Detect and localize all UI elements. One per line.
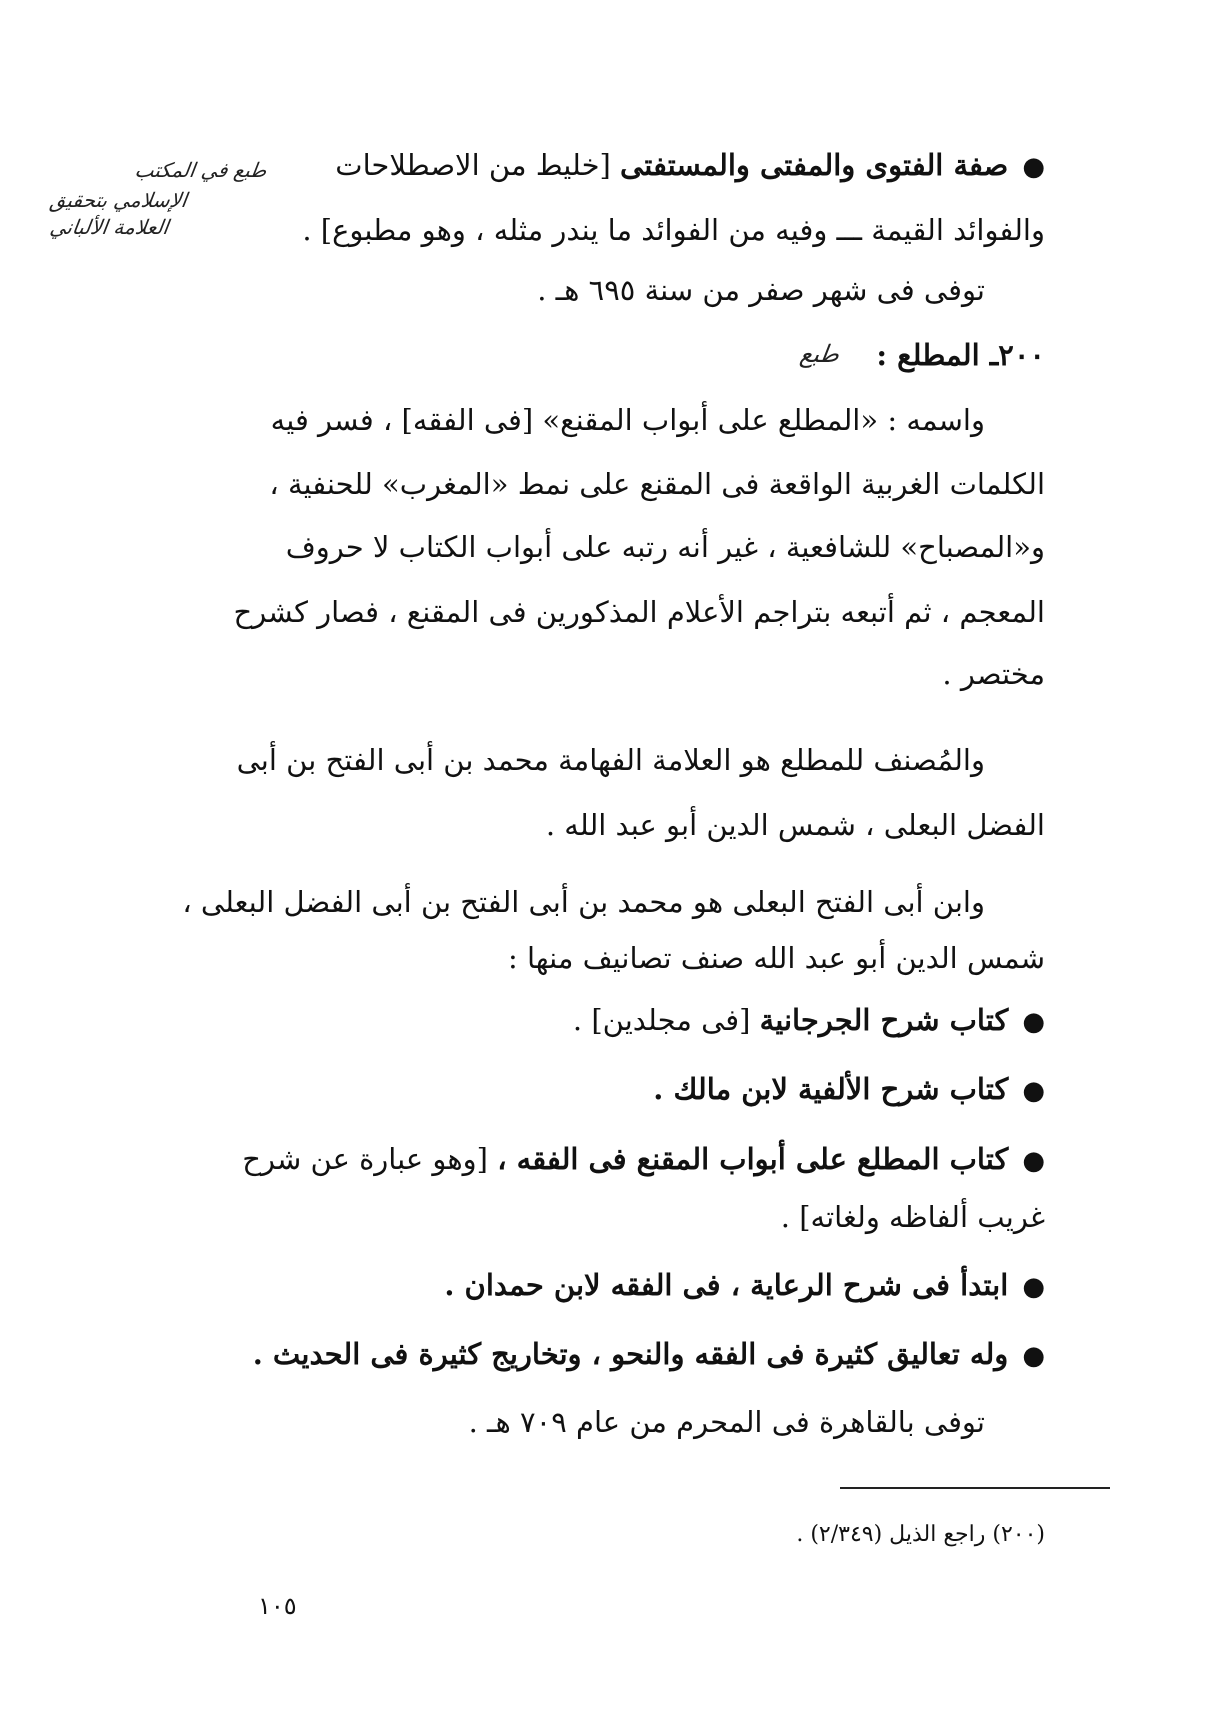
para1-line-1: واسمه : «المطلع على أبواب المقنع» [فى الفقه] ، فسر فيه — [270, 403, 985, 437]
work-title: كتاب المطلع على أبواب المقنع فى الفقه ، — [497, 1142, 1009, 1176]
bullet-icon: ● — [1022, 152, 1045, 182]
bullet-icon: ● — [1022, 1007, 1045, 1037]
bullet-icon: ● — [1022, 1272, 1045, 1302]
prev-entry-line-1-rest: [خليط من الاصطلاحات — [335, 148, 611, 182]
work-title: وله تعاليق كثيرة فى الفقه والنحو ، وتخاريج كثيرة فى الحديث . — [252, 1337, 1009, 1371]
para1-line-4: المعجم ، ثم أتبعه بتراجم الأعلام المذكورين فى المقنع ، فصار كشرح — [233, 595, 1045, 629]
work-item-3-continuation: غريب ألفاظه ولغاته] . — [780, 1200, 1045, 1234]
margin-note-3: العلامة الألباني — [48, 215, 171, 239]
bullet-icon: ● — [1022, 1076, 1045, 1106]
footnote: (٢٠٠) راجع الذيل (٢/٣٤٩) . — [796, 1522, 1045, 1547]
para3-line-1: وابن أبى الفتح البعلى هو محمد بن أبى الفتح بن أبى الفضل البعلى ، — [182, 885, 985, 919]
para2-line-1: والمُصنف للمطلع هو العلامة الفهامة محمد بن أبى الفتح بن أبى — [236, 743, 985, 777]
prev-entry-line-2: والفوائد القيمة ـــ وفيه من الفوائد ما يندر مثله ، وهو مطبوع] . — [302, 213, 1045, 247]
work-item-3 — [242, 1137, 1045, 1181]
para1-line-3: و«المصباح» للشافعية ، غير أنه رتبه على أبواب الكتاب لا حروف — [285, 530, 1045, 564]
entry-title: المطلع : — [876, 338, 980, 372]
margin-note-1: طبع في المكتب — [133, 158, 269, 182]
work-note: [وهو عبارة عن شرح — [242, 1142, 488, 1176]
prev-entry-title: صفة الفتوى والمفتى والمستفتى — [620, 148, 1009, 182]
work-item-5 — [253, 1332, 1045, 1376]
work-title: كتاب شرح الجرجانية — [759, 1003, 1009, 1037]
entry-heading — [876, 333, 1045, 377]
para1-line-5: مختصر . — [942, 657, 1045, 691]
work-title: ابتدأ فى شرح الرعاية ، فى الفقه لابن حمدان . — [444, 1268, 1009, 1302]
work-note: [فى مجلدين] . — [572, 1003, 751, 1037]
prev-entry-line-1 — [335, 143, 1045, 187]
para3-line-2: شمس الدين أبو عبد الله صنف تصانيف منها : — [507, 941, 1045, 975]
bullet-icon: ● — [1022, 1146, 1045, 1176]
work-item-1 — [573, 998, 1045, 1042]
para1-line-2: الكلمات الغربية الواقعة فى المقنع على نمط «المغرب» للحنفية ، — [269, 467, 1045, 501]
work-item-2 — [653, 1067, 1045, 1111]
heading-margin-note: طبع — [798, 340, 842, 368]
entry-number: ٢٠٠ـ — [989, 338, 1045, 372]
work-title: كتاب شرح الألفية لابن مالك . — [653, 1072, 1009, 1106]
prev-entry-death: توفى فى شهر صفر من سنة ٦٩٥ هـ . — [537, 273, 985, 307]
margin-note-2: الإسلامي بتحقيق — [48, 188, 189, 212]
entry-death: توفى بالقاهرة فى المحرم من عام ٧٠٩ هـ . — [468, 1405, 985, 1439]
bullet-icon: ● — [1022, 1341, 1045, 1371]
para2-line-2: الفضل البعلى ، شمس الدين أبو عبد الله . — [545, 808, 1045, 842]
footnote-divider — [840, 1487, 1110, 1489]
page-number: ١٠٥ — [258, 1592, 297, 1620]
work-item-4 — [444, 1263, 1045, 1307]
